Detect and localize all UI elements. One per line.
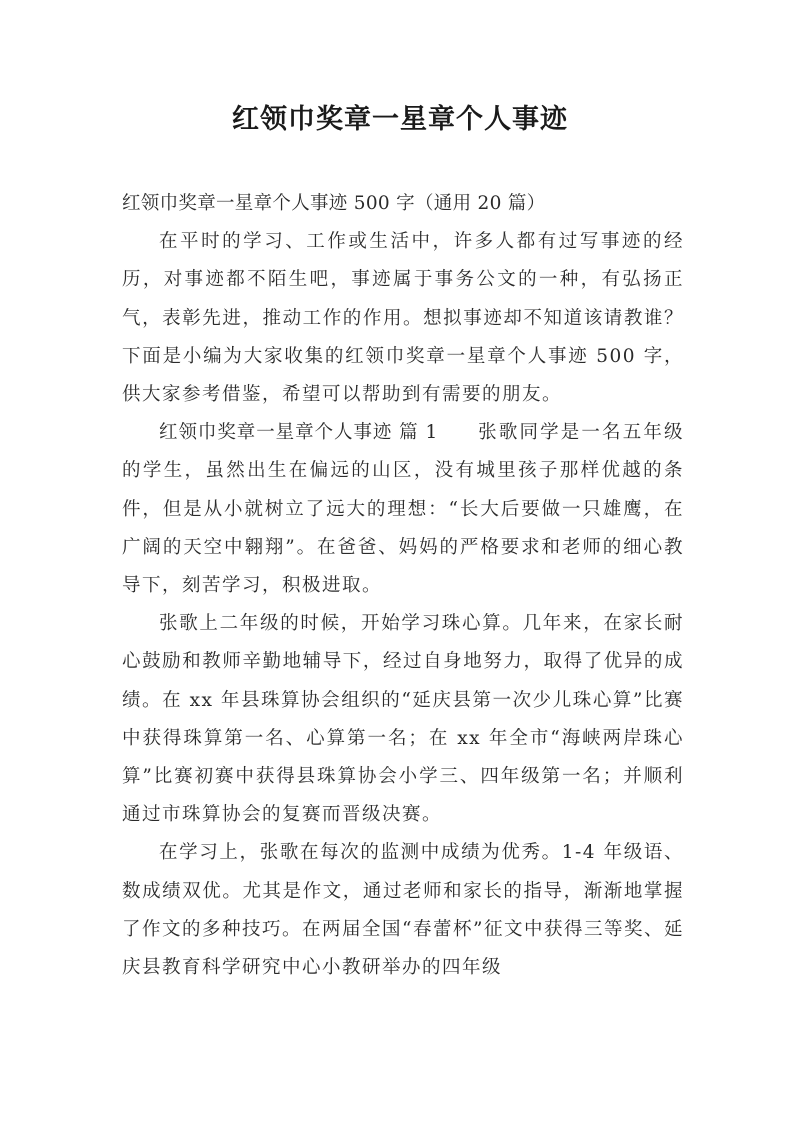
body-paragraph-3: 在学习上，张歌在每次的监测中成绩为优秀。1-4 年级语、数成绩双优。尤其是作文，通过老师和家长的指导，渐渐地掌握了作文的多种技巧。在两届全国“春蕾杯”征文中获得三等奖、延庆县教育科学研究中心小教研举办的四年级 [122, 842, 684, 979]
section-1-text: 张歌同学是一名五年级的学生，虽然出生在偏远的山区，没有城里孩子那样优越的条件，但是从小就树立了远大的理想：“长大后要做一只雄鹰，在广阔的天空中翱翔”。在爸爸、妈妈的严格要求和老师的细心教导下，刻苦学习，积极进取。 [122, 422, 684, 597]
document-title: 红领巾奖章一星章个人事迹 [232, 104, 568, 135]
section-1-paragraph [122, 414, 684, 605]
document-body [122, 185, 684, 987]
section-1-label: 红领巾奖章一星章个人事迹 篇 1 [159, 422, 438, 444]
document-subtitle: 红领巾奖章一星章个人事迹 500 字（通用 20 篇） [122, 193, 546, 214]
body-paragraph-2: 张歌上二年级的时候，开始学习珠心算。几年来，在家长耐心鼓励和教师辛勤地辅导下，经过自身地努力，取得了优异的成绩。在 xx 年县珠算协会组织的“延庆县第一次少儿珠心算”比赛中获得珠算第一名、心算第一名；在 xx 年全市“海峡两岸珠心算”比赛初赛中获得县珠算协会小学三、四年级第一名；并顺利通过市珠算协会的复赛而晋级决赛。 [122, 613, 684, 826]
intro-paragraph: 在平时的学习、工作或生活中，许多人都有过写事迹的经历，对事迹都不陌生吧，事迹属于事务公文的一种，有弘扬正气，表彰先进，推动工作的作用。想拟事迹却不知道该请教谁？下面是小编为大家收集的红领巾奖章一星章个人事迹 500 字，供大家参考借鉴，希望可以帮助到有需要的朋友。 [122, 231, 684, 406]
